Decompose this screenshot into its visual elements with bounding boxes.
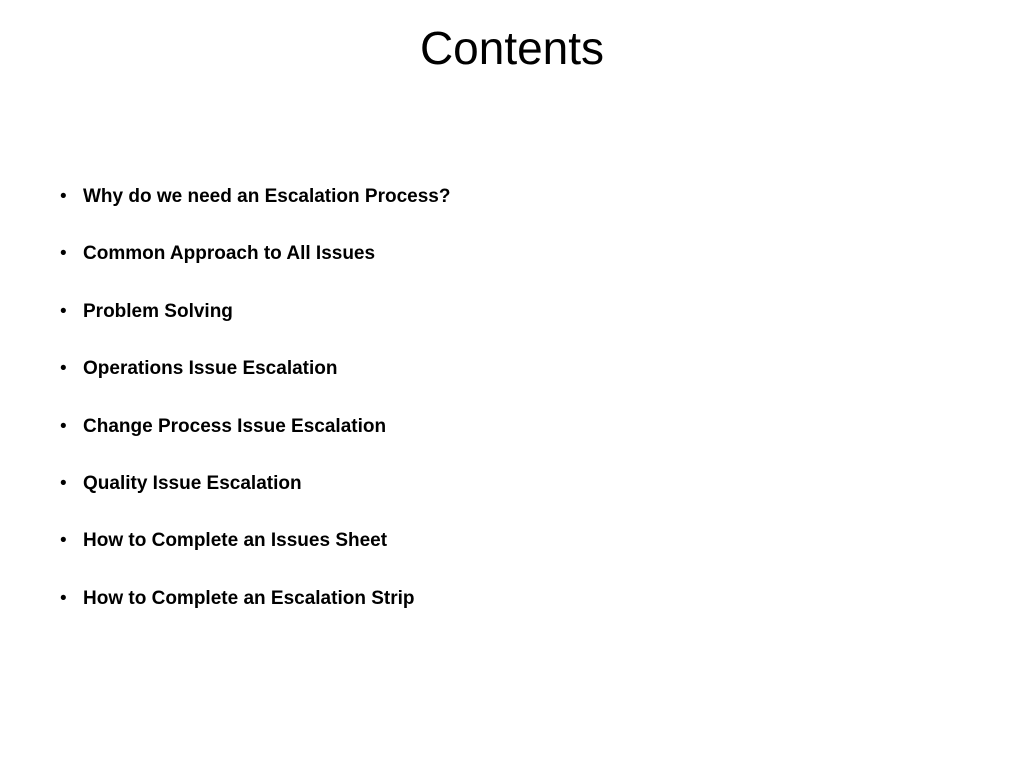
- list-item: [60, 413, 450, 470]
- list-item-label: How to Complete an Issues Sheet: [83, 530, 388, 552]
- list-item-label: Operations Issue Escalation: [83, 358, 338, 380]
- list-item: [60, 355, 450, 412]
- list-item: [60, 527, 450, 584]
- list-item: [60, 298, 450, 355]
- bullet-icon: •: [60, 300, 67, 322]
- bullet-icon: •: [60, 415, 67, 437]
- list-item-label: How to Complete an Escalation Strip: [83, 587, 415, 609]
- bullet-icon: •: [60, 358, 67, 380]
- slide-title: Contents: [419, 22, 605, 74]
- list-item-label: Why do we need an Escalation Process?: [83, 186, 451, 207]
- list-item: [60, 240, 450, 297]
- bullet-icon: •: [60, 243, 67, 265]
- bullet-icon: •: [60, 587, 67, 609]
- list-item-label: Problem Solving: [83, 300, 233, 322]
- bullet-icon: •: [60, 186, 67, 207]
- list-item: [60, 470, 450, 527]
- list-item-label: Change Process Issue Escalation: [83, 415, 387, 437]
- bullet-icon: •: [60, 472, 67, 494]
- list-item: [60, 585, 450, 642]
- list-item: [60, 183, 450, 240]
- list-item-label: Common Approach to All Issues: [83, 243, 376, 265]
- contents-list: [60, 183, 450, 642]
- list-item-label: Quality Issue Escalation: [83, 472, 302, 494]
- bullet-icon: •: [60, 530, 67, 552]
